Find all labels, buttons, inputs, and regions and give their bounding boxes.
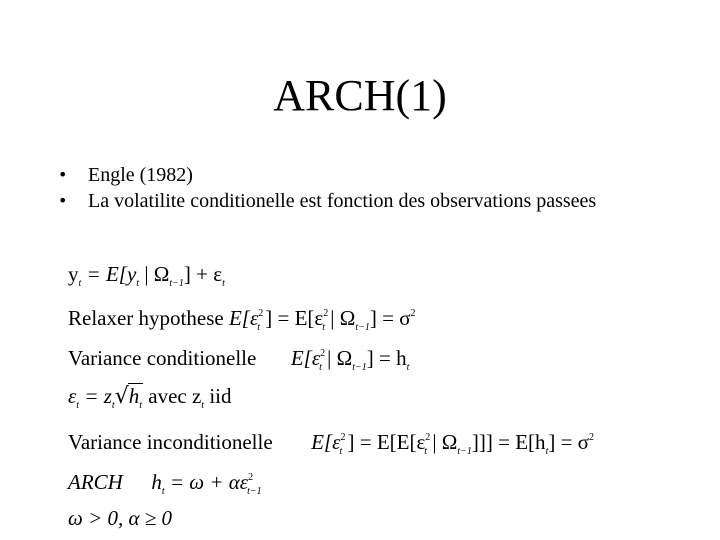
equation-observation: $y_t = E[y_t$ | $\Omega_{t-1}] + \varepsilon_t$: [68, 262, 225, 289]
bullet-list: [58, 162, 678, 214]
equation-relaxed-hypothesis: Relaxer hypothese $E[\varepsilon^2_t$ ] = $E[\varepsilon^2_t$ | $\Omega_{t-1}] = \sigma^2$: [68, 306, 416, 333]
equation-innovation: $\varepsilon_t = z_t√h_t$ avec $z_t$ iid: [68, 382, 232, 420]
sqrt-icon: √: [114, 384, 129, 409]
equation-unconditional-variance: Variance inconditionelle $E[\varepsilon^2_t$ ] = $E[E[\varepsilon^2_t$ | $\Omega_{t-1}]]] = E[h_t] = \sigma^2$: [68, 430, 595, 457]
slide-title: ARCH(1): [273, 71, 447, 120]
equation-constraints: ω > 0, α ≥ 0: [68, 506, 173, 530]
equation-arch: ARCH $h_t = \omega + \alpha\varepsilon^2_{t-1}$: [68, 470, 262, 497]
bullet-icon: •: [58, 191, 68, 210]
bullet-item: • Engle (1982): [58, 164, 193, 186]
bullet-icon: •: [58, 165, 68, 184]
bullet-item: • La volatilite conditionelle est fonction des observations passees: [58, 190, 597, 212]
equation-conditional-variance: Variance conditionelle $E[\varepsilon^2_t$ | $\Omega_{t-1}] = h_t$: [68, 346, 410, 373]
